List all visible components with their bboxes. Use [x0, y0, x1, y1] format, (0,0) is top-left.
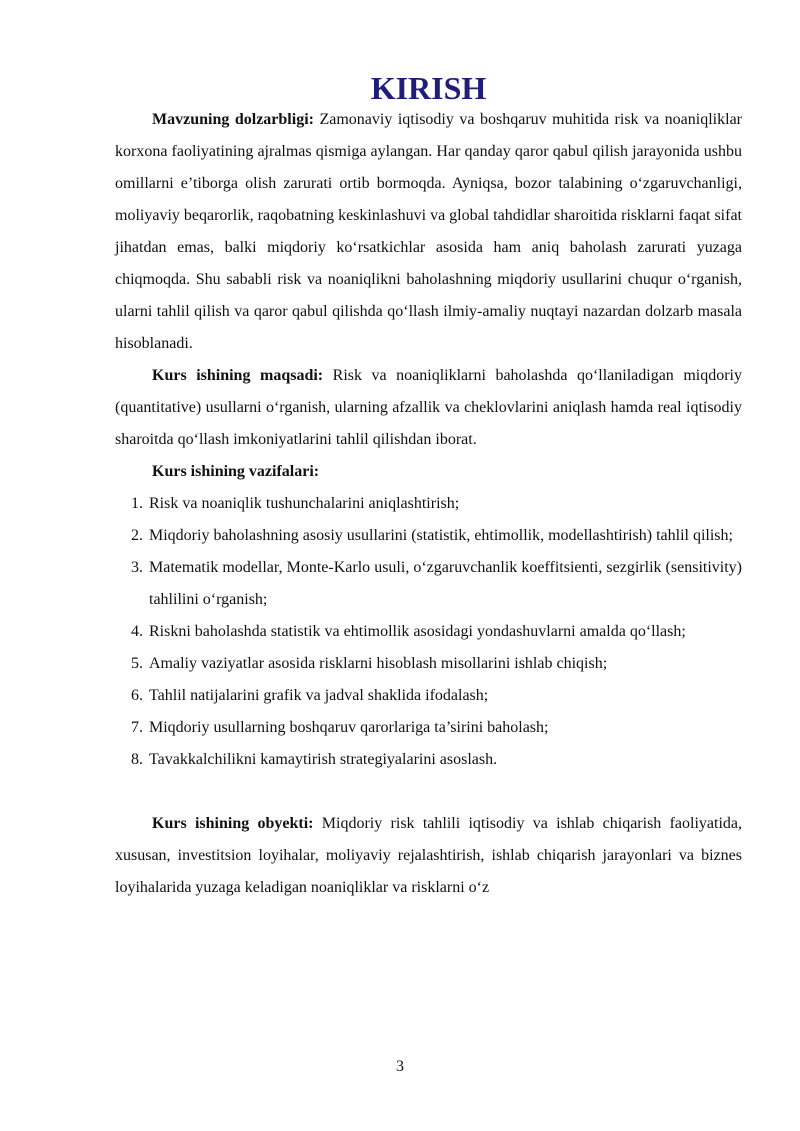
list-item-text: Risk va noaniqlik tushunchalarini aniqlashtirish;	[149, 495, 460, 512]
list-item	[115, 648, 742, 680]
list-item-text: Tahlil natijalarini grafik va jadval shaklida ifodalash;	[149, 687, 489, 704]
paragraph-spacer	[115, 776, 742, 808]
object-text: Miqdoriy risk tahlili iqtisodiy va ishlab chiqarish faoliyatida, xususan, investitsion loyihalar, moliyaviy rejalashtirish, ishlab chiqarish jarayonlari va biznes loyihalarida yuzaga keladigan noaniqliklar va risklarni o‘z	[115, 815, 742, 896]
tasks-list	[115, 488, 742, 776]
list-item	[115, 616, 742, 648]
list-item-number: 5.	[131, 655, 143, 672]
document-page	[115, 72, 742, 904]
relevance-text: Zamonaviy iqtisodiy va boshqaruv muhitida risk va noaniqliklar korxona faoliyatining ajralmas qismiga aylangan. Har qanday qaror qabul qilish jarayonida ushbu omillarni e’tiborga olish zarurati ortib bormoqda. Ayniqsa, bozor talabining o‘zgaruvchanligi, moliyaviy beqarorlik, raqobatning keskinlashuvi va global tahdidlar sharoitida risklarni faqat sifat jihatdan emas, balki miqdoriy ko‘rsatkichlar asosida ham aniq baholash zarurati yuzaga chiqmoqda. Shu sababli risk va noaniqlikni baholashning miqdoriy usullarini chuqur o‘rganish, ularni tahlil qilish va qaror qabul qilishda qo‘llash ilmiy-amaliy nuqtayi nazardan dolzarb masala hisoblanadi.	[115, 111, 742, 352]
list-item	[115, 552, 742, 616]
list-item	[115, 488, 742, 520]
goal-paragraph	[115, 360, 742, 456]
tasks-heading: Kurs ishining vazifalari:	[152, 463, 320, 480]
relevance-label: Mavzuning dolzarbligi:	[152, 111, 314, 128]
list-item-number: 8.	[131, 751, 143, 768]
object-paragraph	[115, 808, 742, 904]
relevance-paragraph	[115, 104, 742, 360]
list-item	[115, 520, 742, 552]
list-item-text: Matematik modellar, Monte-Karlo usuli, o‘zgaruvchanlik koeffitsienti, sezgirlik (sensitivity) tahlilini o‘rganish;	[149, 559, 742, 608]
list-item-text: Tavakkalchilikni kamaytirish strategiyalarini asoslash.	[149, 751, 498, 768]
page-number: 3	[396, 1058, 404, 1075]
list-item-number: 6.	[131, 687, 143, 704]
list-item-number: 3.	[131, 559, 143, 576]
goal-text: Risk va noaniqliklarni baholashda qo‘llaniladigan miqdoriy (quantitative) usullarni o‘rganish, ularning afzallik va cheklovlarini aniqlash hamda real iqtisodiy sharoitda qo‘llash imkoniyatlarini tahlil qilishdan iborat.	[115, 367, 743, 448]
page-title: KIRISH	[370, 70, 487, 106]
list-item-number: 4.	[131, 623, 143, 640]
list-item-text: Miqdoriy baholashning asosiy usullarini (statistik, ehtimollik, modellashtirish) tahlil qilish;	[149, 527, 733, 544]
list-item-number: 2.	[131, 527, 143, 544]
list-item-number: 1.	[131, 495, 143, 512]
list-item-text: Miqdoriy usullarning boshqaruv qarorlariga ta’sirini baholash;	[149, 719, 549, 736]
list-item-text: Amaliy vaziyatlar asosida risklarni hisoblash misollarini ishlab chiqish;	[149, 655, 608, 672]
object-label: Kurs ishining obyekti:	[152, 815, 314, 832]
list-item-text: Riskni baholashda statistik va ehtimollik asosidagi yondashuvlarni amalda qo‘llash;	[149, 623, 686, 640]
goal-label: Kurs ishining maqsadi:	[152, 367, 324, 384]
list-item	[115, 680, 742, 712]
list-item-number: 7.	[131, 719, 143, 736]
list-item	[115, 744, 742, 776]
list-item	[115, 712, 742, 744]
